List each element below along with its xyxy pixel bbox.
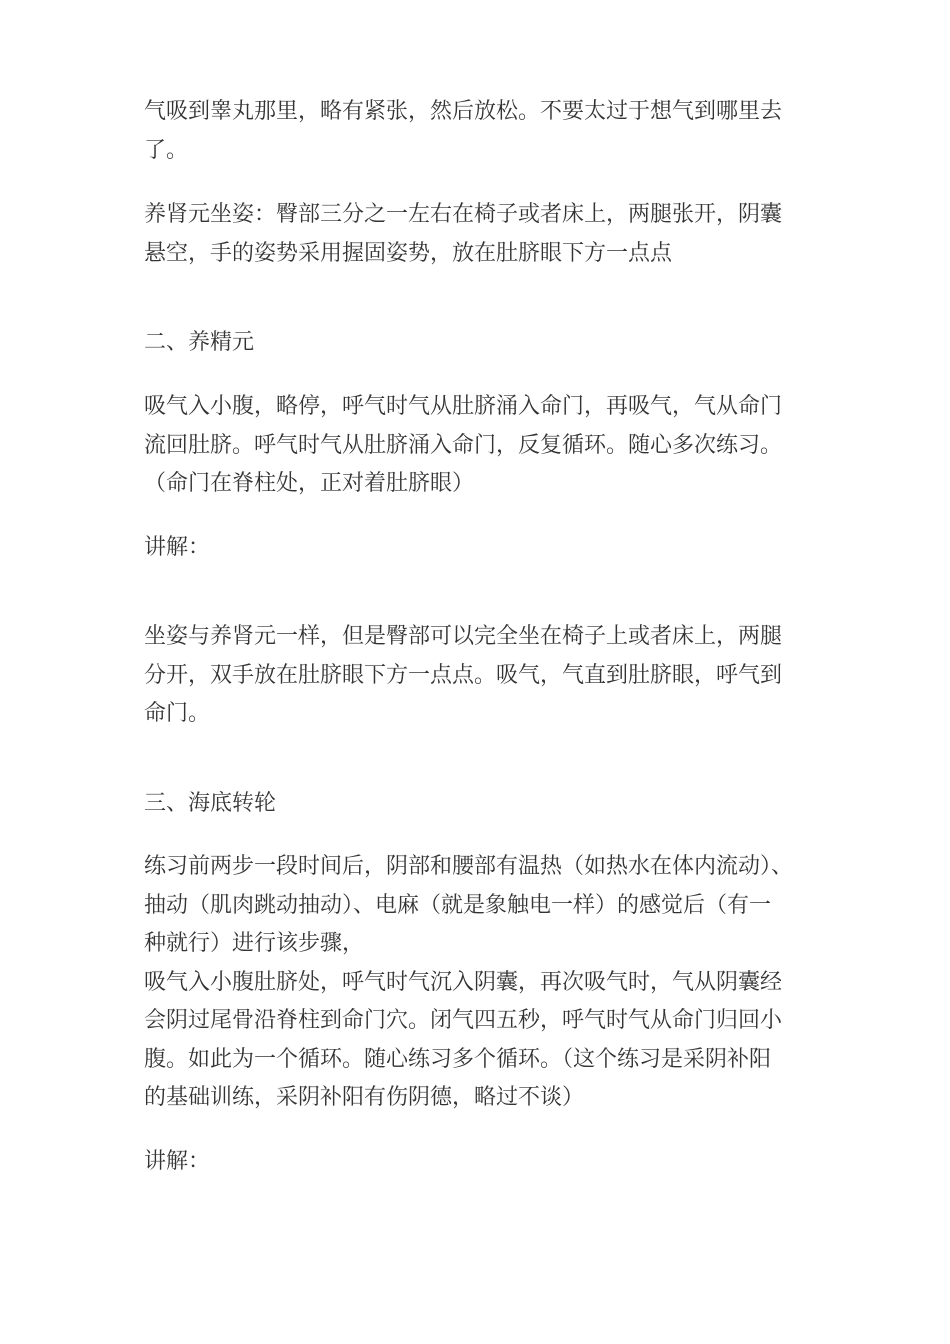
text-line: 气吸到睾丸那里，略有紧张，然后放松。不要太过于想气到哪里去 <box>144 99 783 124</box>
paragraph-breath-testicles <box>144 93 814 170</box>
text-line: 分开，双手放在肚脐眼下方一点点。吸气，气直到肚脐眼，呼气到 <box>144 662 783 688</box>
section-heading-2 <box>144 324 814 363</box>
text-line: 的基础训练，采阴补阳有伤阴德，略过不谈） <box>144 1085 585 1110</box>
text-line: （命门在脊柱处，正对着肚脐眼） <box>144 471 475 496</box>
text-line: 腹。如此为一个循环。随心练习多个循环。（这个练习是采阴补阳 <box>144 1046 772 1072</box>
explanation-label-1 <box>144 529 814 568</box>
text-line: 会阴过尾骨沿脊柱到命门穴。闭气四五秒，呼气时气从命门归回小 <box>144 1008 783 1033</box>
text-line: 坐姿与养肾元一样，但是臀部可以完全坐在椅子上或者床上，两腿 <box>144 624 783 649</box>
explanation-label-2 <box>144 1143 814 1182</box>
section-heading-3 <box>144 785 814 824</box>
text-line: 悬空，手的姿势采用握固姿势，放在肚脐眼下方一点点 <box>144 240 673 266</box>
heading-text: 三、海底转轮 <box>144 791 277 816</box>
heading-text: 二、养精元 <box>144 330 255 355</box>
text-line: 命门。 <box>144 701 211 726</box>
text-line: 流回肚脐。呼气时气从肚脐涌入命门，反复循环。随心多次练习。 <box>144 432 783 458</box>
text-line: 了。 <box>144 137 189 163</box>
text-line: 吸气入小腹，略停，呼气时气从肚脐涌入命门，再吸气，气从命门 <box>144 394 783 419</box>
text-line: 讲解： <box>144 1149 211 1174</box>
paragraph-kidney-posture <box>144 196 814 273</box>
text-line: 养肾元坐姿：臀部三分之一左右在椅子或者床上，两腿张开，阴囊 <box>144 202 783 227</box>
paragraph-essence-method <box>144 388 814 504</box>
text-line: 种就行）进行该步骤， <box>144 931 365 956</box>
paragraph-essence-posture <box>144 618 814 734</box>
text-line: 讲解： <box>144 535 211 560</box>
text-line: 抽动（肌肉跳动抽动）、电麻（就是象触电一样）的感觉后（有一 <box>144 892 772 918</box>
paragraph-sea-bottom-wheel <box>144 848 814 1118</box>
text-line: 吸气入小腹肚脐处，呼气时气沉入阴囊，再次吸气时，气从阴囊经 <box>144 969 783 995</box>
text-line: 练习前两步一段时间后，阴部和腰部有温热（如热水在体内流动）、 <box>144 854 794 879</box>
